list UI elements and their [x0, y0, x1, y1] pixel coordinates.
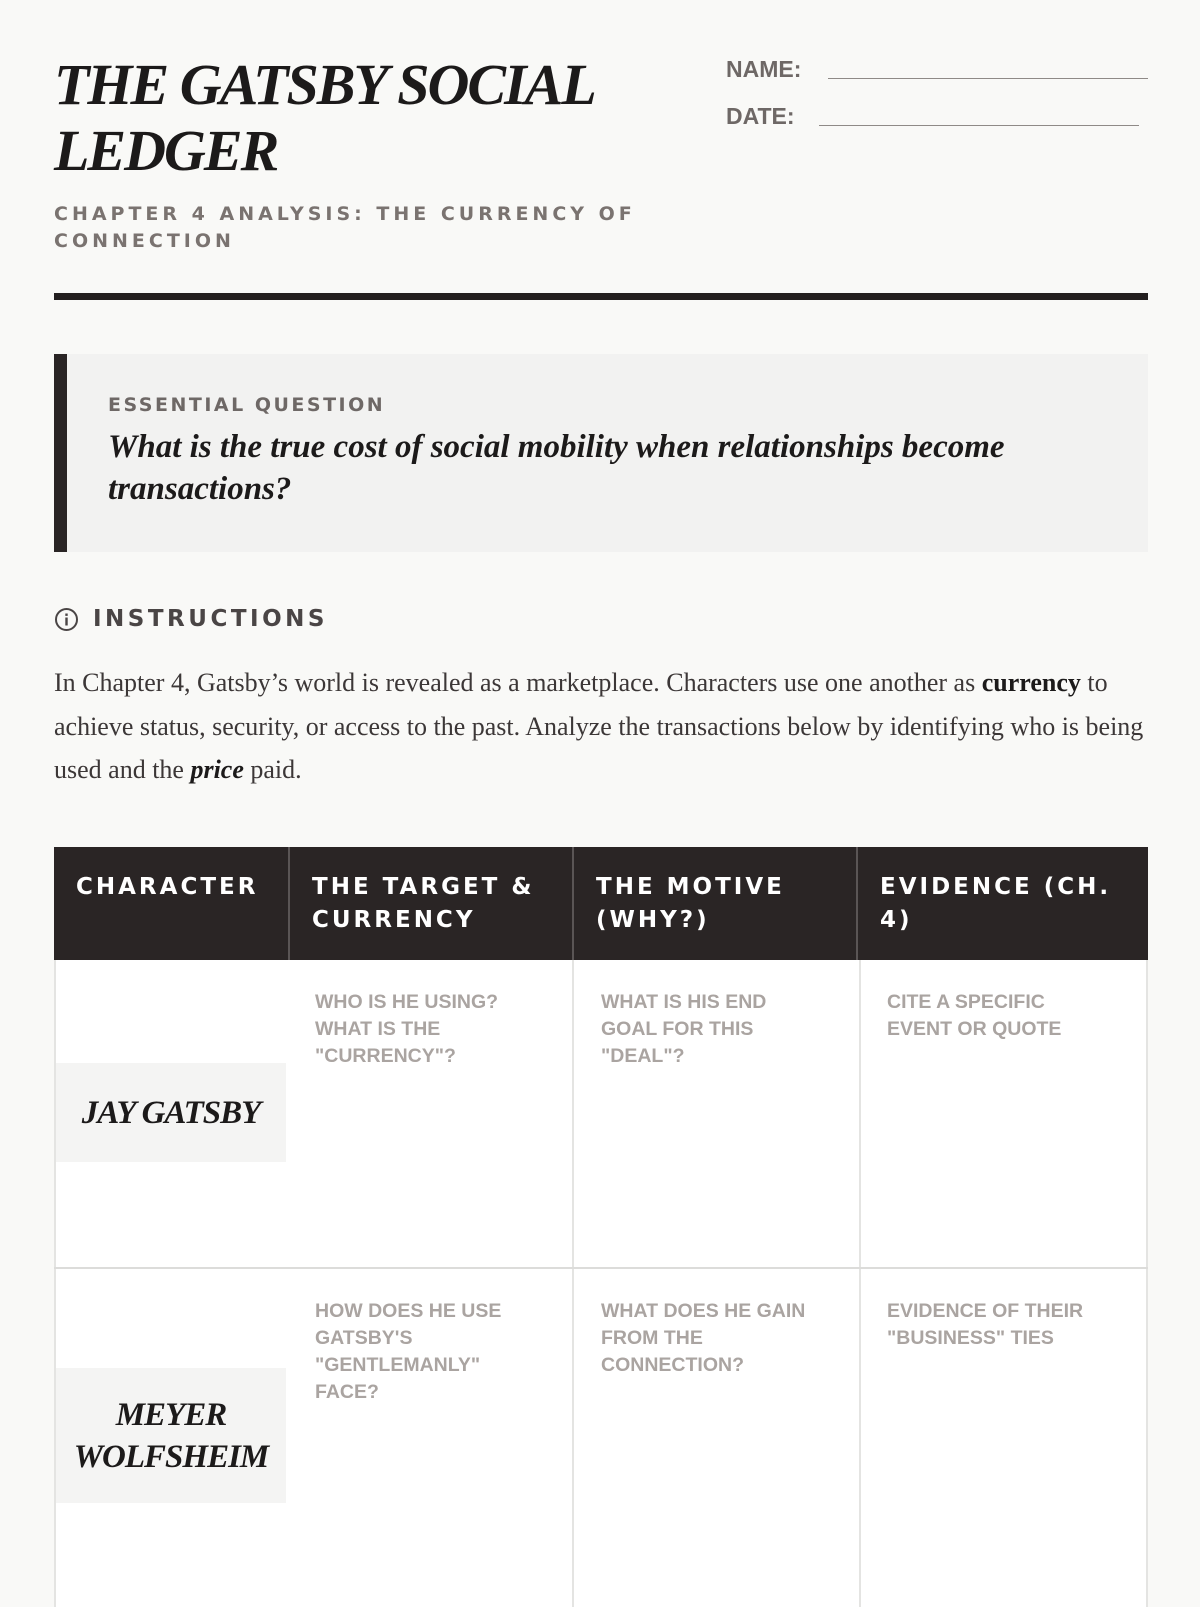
- column-header-motive: THE MOTIVE (WHY?): [572, 847, 856, 960]
- motive-prompt[interactable]: WHAT IS HIS END GOAL FOR THIS "DEAL"?: [601, 991, 767, 1067]
- target-prompt[interactable]: HOW DOES HE USE GATSBY'S "GENTLEMANLY" FACE?: [315, 1300, 502, 1403]
- header-divider: [54, 293, 1148, 300]
- price-emphasis: price: [190, 755, 244, 784]
- name-label: NAME:: [726, 56, 802, 82]
- date-label: DATE:: [726, 103, 795, 129]
- table-header: [54, 847, 1148, 960]
- essential-question-label: ESSENTIAL QUESTION: [108, 394, 386, 416]
- worksheet-title: THE GATSBY SOCIAL LEDGER: [54, 52, 593, 183]
- date-line[interactable]: [819, 125, 1139, 126]
- column-header-target: THE TARGET & CURRENCY: [288, 847, 572, 960]
- motive-prompt[interactable]: WHAT DOES HE GAIN FROM THE CONNECTION?: [601, 1300, 806, 1376]
- currency-emphasis: currency: [981, 668, 1081, 697]
- character-name-gatsby: JAY GATSBY: [56, 1063, 286, 1162]
- column-header-evidence: EVIDENCE (CH. 4): [856, 847, 1148, 960]
- evidence-prompt[interactable]: CITE A SPECIFIC EVENT OR QUOTE: [887, 991, 1062, 1040]
- name-field: [726, 56, 801, 83]
- target-prompt[interactable]: WHO IS HE USING? WHAT IS THE "CURRENCY"?: [315, 991, 499, 1067]
- date-field: [726, 103, 795, 130]
- worksheet-subtitle: CHAPTER 4 ANALYSIS: THE CURRENCY OF CONNECTION: [54, 203, 636, 252]
- info-icon: [54, 607, 79, 632]
- instructions-title: INSTRUCTIONS: [93, 606, 328, 632]
- row-divider: [54, 1267, 1148, 1269]
- column-header-character: CHARACTER: [76, 874, 259, 900]
- character-name-wolfsheim: MEYER WOLFSHEIM: [56, 1368, 286, 1503]
- evidence-prompt[interactable]: EVIDENCE OF THEIR "BUSINESS" TIES: [887, 1300, 1084, 1349]
- essential-question-text: What is the true cost of social mobility when relationships become transactions?: [108, 429, 1005, 507]
- ledger-table: [54, 847, 1148, 1607]
- name-line[interactable]: [828, 78, 1148, 79]
- instructions-text: In Chapter 4, Gatsby’s world is revealed as a marketplace. Characters use one another as currency to achieve status, security, or access to the past. Analyze the transactions below by identifying who is being used and the price paid.: [54, 668, 1144, 784]
- instructions-heading: [54, 606, 328, 632]
